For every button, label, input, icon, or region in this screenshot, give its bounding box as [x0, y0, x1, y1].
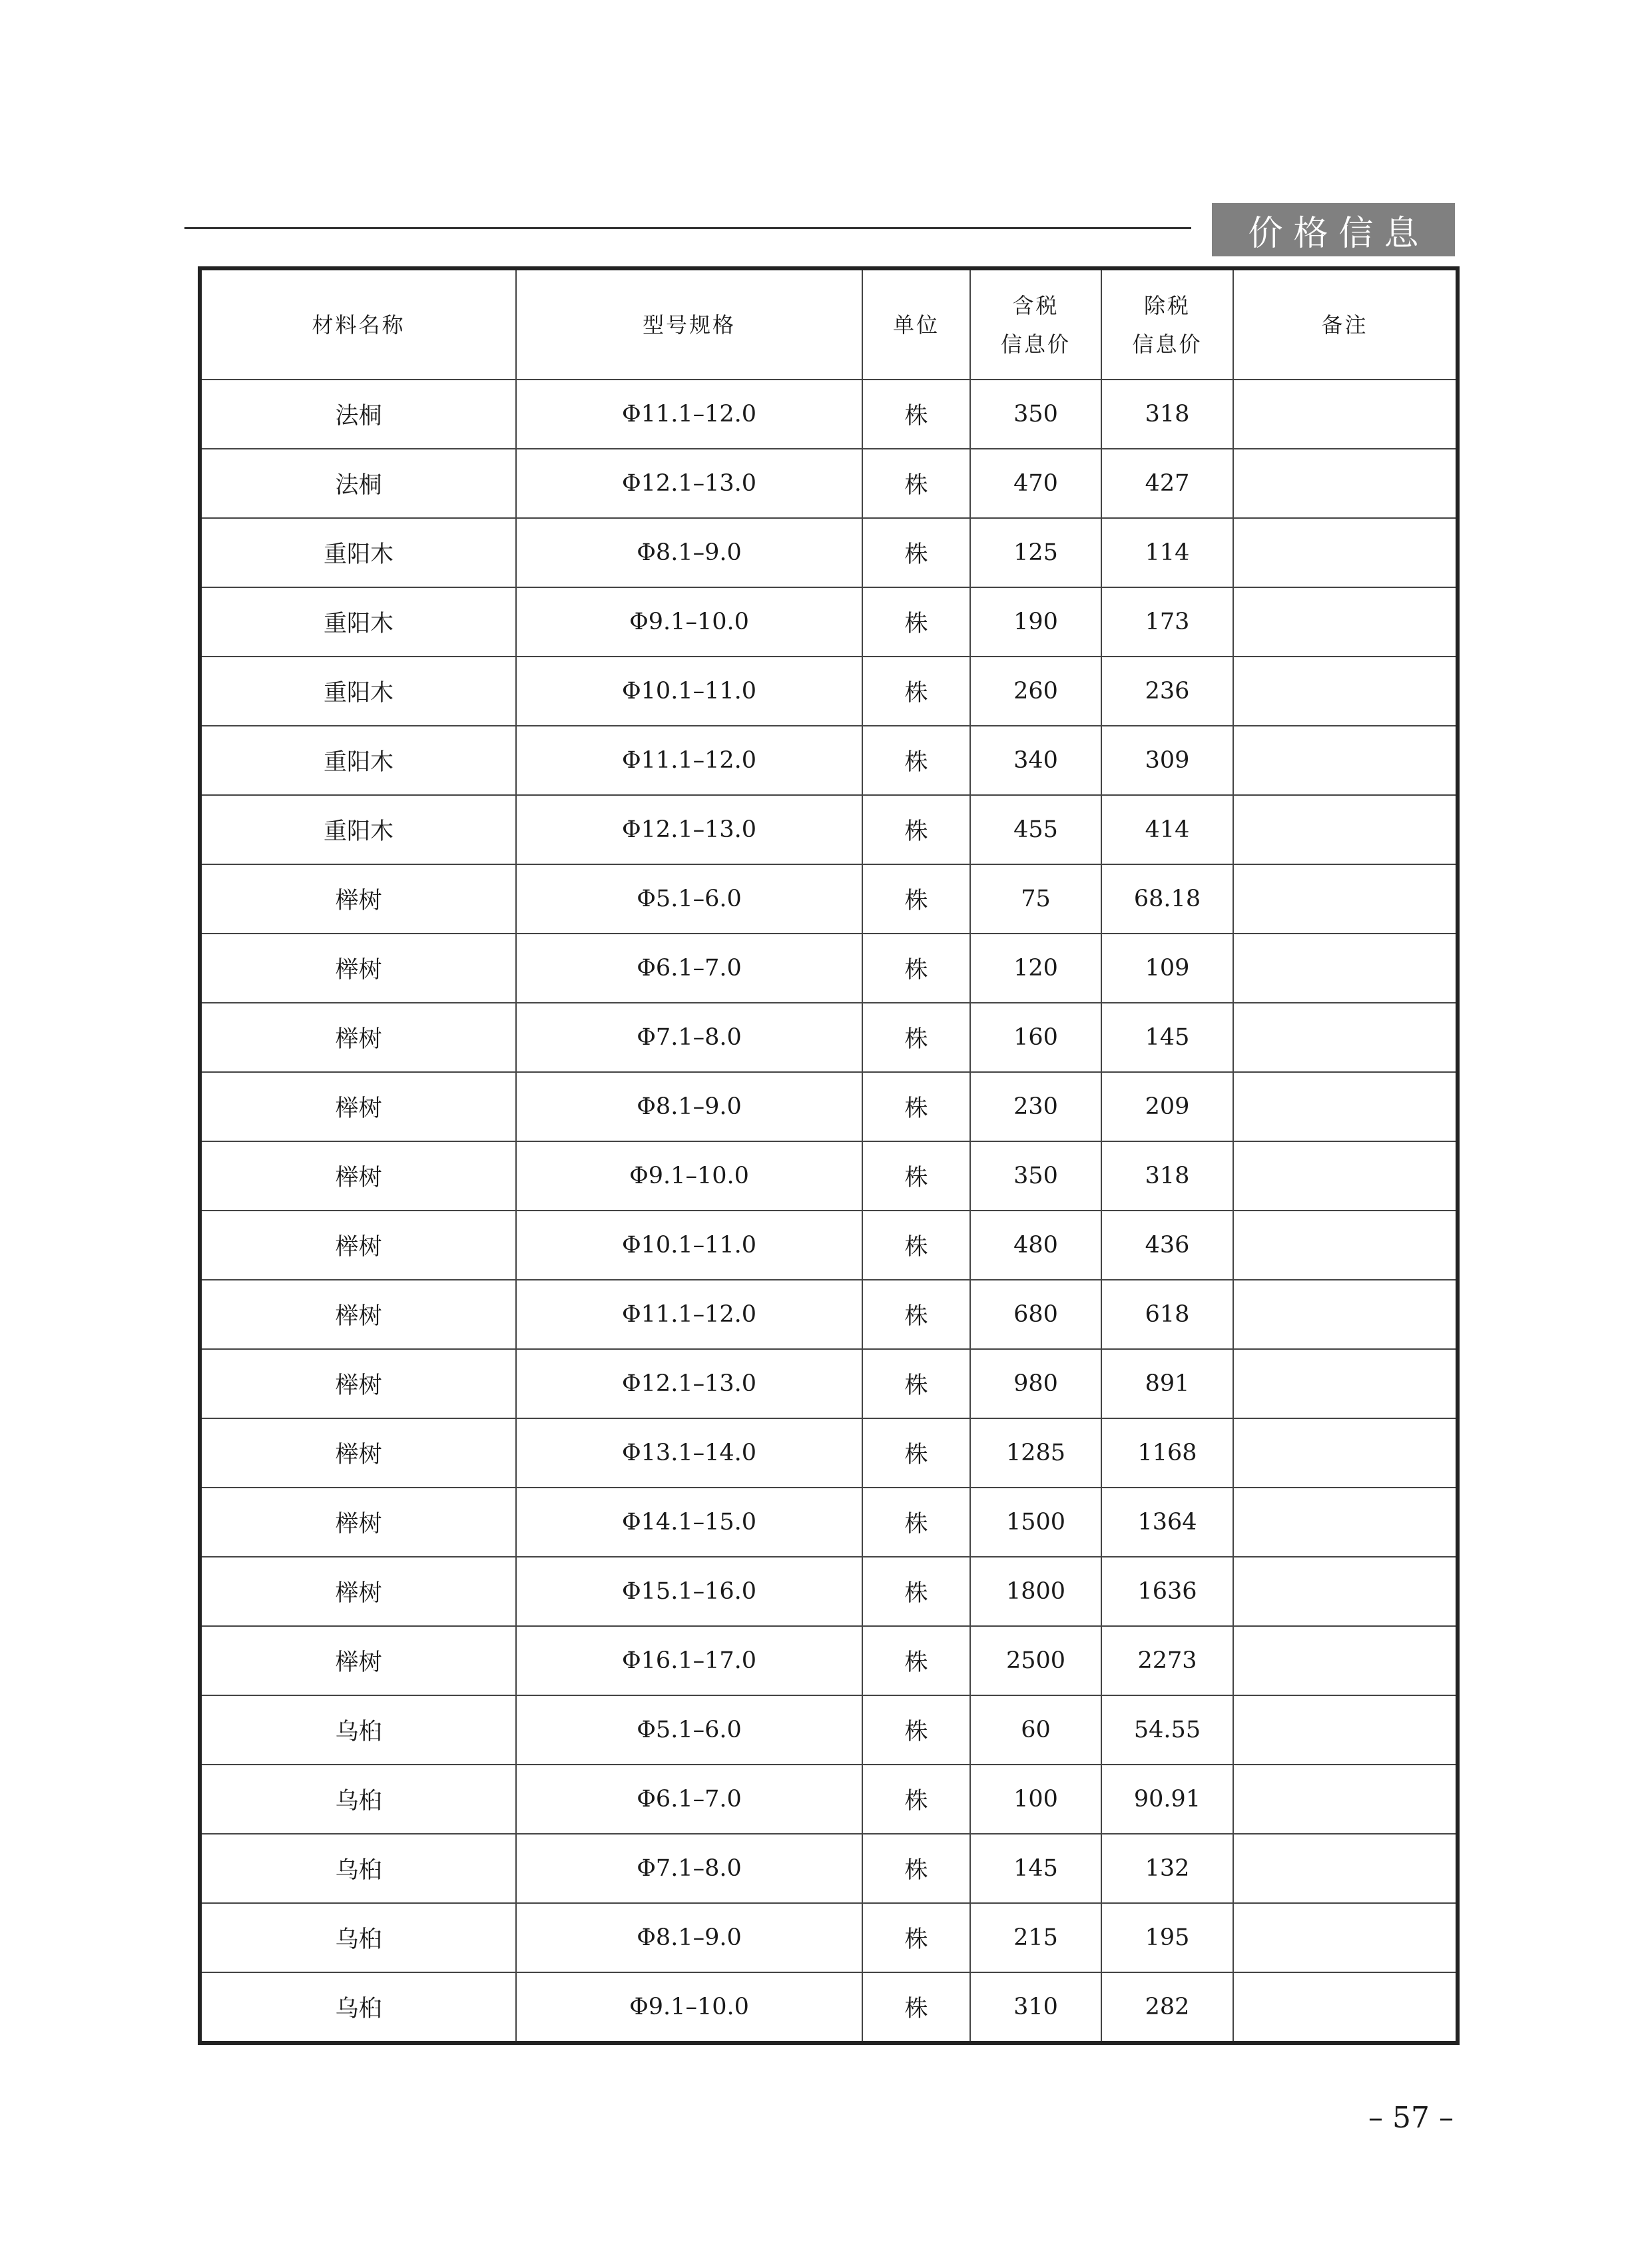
cell-remark	[1233, 1834, 1458, 1903]
cell-remark	[1233, 657, 1458, 726]
header-untaxed-line2: 信息价	[1132, 331, 1203, 357]
cell-untaxed-price: 90.91	[1101, 1765, 1233, 1834]
table-row	[200, 1418, 1458, 1488]
table-row	[200, 587, 1458, 657]
table-row	[200, 795, 1458, 864]
cell-taxed-price: 60	[970, 1695, 1101, 1765]
cell-remark	[1233, 380, 1458, 449]
cell-remark	[1233, 587, 1458, 657]
cell-unit: 株	[862, 1211, 970, 1280]
cell-untaxed-price: 114	[1101, 518, 1233, 587]
price-table	[198, 266, 1460, 2045]
cell-remark	[1233, 726, 1458, 795]
cell-spec: Φ8.1–9.0	[516, 1903, 862, 1972]
cell-unit: 株	[862, 1141, 970, 1211]
cell-unit: 株	[862, 795, 970, 864]
cell-material-name: 榉树	[200, 864, 516, 934]
cell-spec: Φ5.1–6.0	[516, 864, 862, 934]
cell-spec: Φ15.1–16.0	[516, 1557, 862, 1626]
cell-unit: 株	[862, 934, 970, 1003]
cell-remark	[1233, 1765, 1458, 1834]
cell-spec: Φ6.1–7.0	[516, 934, 862, 1003]
cell-material-name: 榉树	[200, 1211, 516, 1280]
cell-material-name: 榉树	[200, 1418, 516, 1488]
cell-unit: 株	[862, 657, 970, 726]
table-row	[200, 1072, 1458, 1141]
cell-material-name: 乌桕	[200, 1765, 516, 1834]
cell-spec: Φ6.1–7.0	[516, 1765, 862, 1834]
cell-remark	[1233, 1280, 1458, 1349]
table-row	[200, 1972, 1458, 2043]
table-row	[200, 1626, 1458, 1695]
cell-material-name: 法桐	[200, 449, 516, 518]
cell-remark	[1233, 1211, 1458, 1280]
cell-remark	[1233, 449, 1458, 518]
cell-untaxed-price: 195	[1101, 1903, 1233, 1972]
cell-unit: 株	[862, 1557, 970, 1626]
cell-taxed-price: 160	[970, 1003, 1101, 1072]
cell-taxed-price: 190	[970, 587, 1101, 657]
cell-spec: Φ10.1–11.0	[516, 657, 862, 726]
cell-taxed-price: 125	[970, 518, 1101, 587]
cell-untaxed-price: 1364	[1101, 1488, 1233, 1557]
cell-spec: Φ16.1–17.0	[516, 1626, 862, 1695]
cell-material-name: 法桐	[200, 380, 516, 449]
cell-remark	[1233, 1626, 1458, 1695]
cell-material-name: 榉树	[200, 1072, 516, 1141]
table-row	[200, 518, 1458, 587]
cell-remark	[1233, 1141, 1458, 1211]
cell-untaxed-price: 2273	[1101, 1626, 1233, 1695]
cell-remark	[1233, 864, 1458, 934]
cell-material-name: 重阳木	[200, 726, 516, 795]
cell-spec: Φ8.1–9.0	[516, 1072, 862, 1141]
header-taxed-price	[970, 268, 1101, 380]
header-remark: 备注	[1233, 268, 1458, 380]
cell-taxed-price: 455	[970, 795, 1101, 864]
cell-remark	[1233, 1488, 1458, 1557]
cell-untaxed-price: 309	[1101, 726, 1233, 795]
cell-taxed-price: 230	[970, 1072, 1101, 1141]
cell-material-name: 重阳木	[200, 587, 516, 657]
cell-remark	[1233, 1003, 1458, 1072]
cell-spec: Φ11.1–12.0	[516, 726, 862, 795]
cell-untaxed-price: 318	[1101, 1141, 1233, 1211]
table-row	[200, 380, 1458, 449]
cell-untaxed-price: 54.55	[1101, 1695, 1233, 1765]
cell-unit: 株	[862, 1003, 970, 1072]
header-taxed-line2: 信息价	[1000, 331, 1071, 357]
cell-spec: Φ5.1–6.0	[516, 1695, 862, 1765]
cell-material-name: 重阳木	[200, 657, 516, 726]
cell-remark	[1233, 518, 1458, 587]
cell-untaxed-price: 145	[1101, 1003, 1233, 1072]
cell-taxed-price: 350	[970, 1141, 1101, 1211]
cell-unit: 株	[862, 1349, 970, 1418]
cell-spec: Φ11.1–12.0	[516, 1280, 862, 1349]
cell-taxed-price: 1800	[970, 1557, 1101, 1626]
table-row	[200, 1488, 1458, 1557]
cell-untaxed-price: 132	[1101, 1834, 1233, 1903]
table-row	[200, 1211, 1458, 1280]
cell-material-name: 榉树	[200, 1003, 516, 1072]
table-row	[200, 1557, 1458, 1626]
cell-unit: 株	[862, 1972, 970, 2043]
cell-spec: Φ10.1–11.0	[516, 1211, 862, 1280]
cell-spec: Φ14.1–15.0	[516, 1488, 862, 1557]
cell-spec: Φ12.1–13.0	[516, 449, 862, 518]
cell-taxed-price: 470	[970, 449, 1101, 518]
table-row	[200, 449, 1458, 518]
cell-unit: 株	[862, 1695, 970, 1765]
cell-spec: Φ8.1–9.0	[516, 518, 862, 587]
table-body	[200, 380, 1458, 2043]
header-spec: 型号规格	[516, 268, 862, 380]
cell-taxed-price: 340	[970, 726, 1101, 795]
cell-remark	[1233, 1695, 1458, 1765]
table-row	[200, 726, 1458, 795]
cell-taxed-price: 310	[970, 1972, 1101, 2043]
cell-taxed-price: 480	[970, 1211, 1101, 1280]
cell-unit: 株	[862, 380, 970, 449]
cell-untaxed-price: 109	[1101, 934, 1233, 1003]
cell-unit: 株	[862, 1280, 970, 1349]
cell-remark	[1233, 1418, 1458, 1488]
header-taxed-line1: 含税	[1012, 292, 1059, 318]
cell-material-name: 乌桕	[200, 1834, 516, 1903]
cell-remark	[1233, 1972, 1458, 2043]
cell-untaxed-price: 236	[1101, 657, 1233, 726]
table-row	[200, 934, 1458, 1003]
cell-taxed-price: 2500	[970, 1626, 1101, 1695]
cell-remark	[1233, 1349, 1458, 1418]
cell-taxed-price: 1500	[970, 1488, 1101, 1557]
cell-untaxed-price: 427	[1101, 449, 1233, 518]
cell-unit: 株	[862, 1418, 970, 1488]
table-header-row	[200, 268, 1458, 380]
cell-untaxed-price: 282	[1101, 1972, 1233, 2043]
cell-untaxed-price: 436	[1101, 1211, 1233, 1280]
cell-untaxed-price: 209	[1101, 1072, 1233, 1141]
header-unit: 单位	[862, 268, 970, 380]
cell-material-name: 重阳木	[200, 795, 516, 864]
table-row	[200, 1349, 1458, 1418]
cell-unit: 株	[862, 1626, 970, 1695]
cell-spec: Φ12.1–13.0	[516, 795, 862, 864]
table-row	[200, 1903, 1458, 1972]
header-material-name: 材料名称	[200, 268, 516, 380]
cell-untaxed-price: 414	[1101, 795, 1233, 864]
cell-taxed-price: 145	[970, 1834, 1101, 1903]
cell-unit: 株	[862, 1488, 970, 1557]
cell-material-name: 榉树	[200, 1626, 516, 1695]
header-untaxed-line1: 除税	[1143, 292, 1191, 318]
cell-unit: 株	[862, 587, 970, 657]
cell-material-name: 乌桕	[200, 1972, 516, 2043]
cell-material-name: 乌桕	[200, 1695, 516, 1765]
cell-untaxed-price: 1168	[1101, 1418, 1233, 1488]
table-row	[200, 1003, 1458, 1072]
page-number: – 57 –	[1368, 2101, 1454, 2135]
cell-untaxed-price: 618	[1101, 1280, 1233, 1349]
cell-unit: 株	[862, 1765, 970, 1834]
header-rule	[184, 227, 1191, 229]
cell-unit: 株	[862, 1834, 970, 1903]
cell-untaxed-price: 173	[1101, 587, 1233, 657]
table-row	[200, 1765, 1458, 1834]
header-untaxed-price	[1101, 268, 1233, 380]
cell-unit: 株	[862, 726, 970, 795]
table-row	[200, 1280, 1458, 1349]
cell-material-name: 榉树	[200, 1557, 516, 1626]
cell-remark	[1233, 934, 1458, 1003]
table-row	[200, 1695, 1458, 1765]
cell-taxed-price: 350	[970, 380, 1101, 449]
table-row	[200, 657, 1458, 726]
cell-material-name: 榉树	[200, 1488, 516, 1557]
cell-unit: 株	[862, 449, 970, 518]
cell-unit: 株	[862, 518, 970, 587]
table-row	[200, 1141, 1458, 1211]
cell-material-name: 重阳木	[200, 518, 516, 587]
cell-remark	[1233, 795, 1458, 864]
cell-untaxed-price: 318	[1101, 380, 1233, 449]
cell-unit: 株	[862, 864, 970, 934]
cell-spec: Φ12.1–13.0	[516, 1349, 862, 1418]
cell-spec: Φ13.1–14.0	[516, 1418, 862, 1488]
cell-material-name: 榉树	[200, 1349, 516, 1418]
cell-untaxed-price: 891	[1101, 1349, 1233, 1418]
cell-spec: Φ9.1–10.0	[516, 587, 862, 657]
cell-spec: Φ7.1–8.0	[516, 1834, 862, 1903]
cell-remark	[1233, 1557, 1458, 1626]
cell-material-name: 榉树	[200, 934, 516, 1003]
cell-taxed-price: 980	[970, 1349, 1101, 1418]
table-row	[200, 1834, 1458, 1903]
cell-material-name: 乌桕	[200, 1903, 516, 1972]
cell-spec: Φ11.1–12.0	[516, 380, 862, 449]
cell-material-name: 榉树	[200, 1141, 516, 1211]
cell-unit: 株	[862, 1072, 970, 1141]
cell-spec: Φ9.1–10.0	[516, 1141, 862, 1211]
cell-taxed-price: 215	[970, 1903, 1101, 1972]
table-row	[200, 864, 1458, 934]
cell-remark	[1233, 1072, 1458, 1141]
cell-untaxed-price: 68.18	[1101, 864, 1233, 934]
cell-spec: Φ9.1–10.0	[516, 1972, 862, 2043]
cell-taxed-price: 120	[970, 934, 1101, 1003]
cell-material-name: 榉树	[200, 1280, 516, 1349]
cell-remark	[1233, 1903, 1458, 1972]
cell-spec: Φ7.1–8.0	[516, 1003, 862, 1072]
cell-taxed-price: 1285	[970, 1418, 1101, 1488]
cell-untaxed-price: 1636	[1101, 1557, 1233, 1626]
section-title: 价格信息	[1212, 203, 1455, 256]
cell-taxed-price: 260	[970, 657, 1101, 726]
cell-taxed-price: 680	[970, 1280, 1101, 1349]
cell-taxed-price: 75	[970, 864, 1101, 934]
cell-taxed-price: 100	[970, 1765, 1101, 1834]
cell-unit: 株	[862, 1903, 970, 1972]
